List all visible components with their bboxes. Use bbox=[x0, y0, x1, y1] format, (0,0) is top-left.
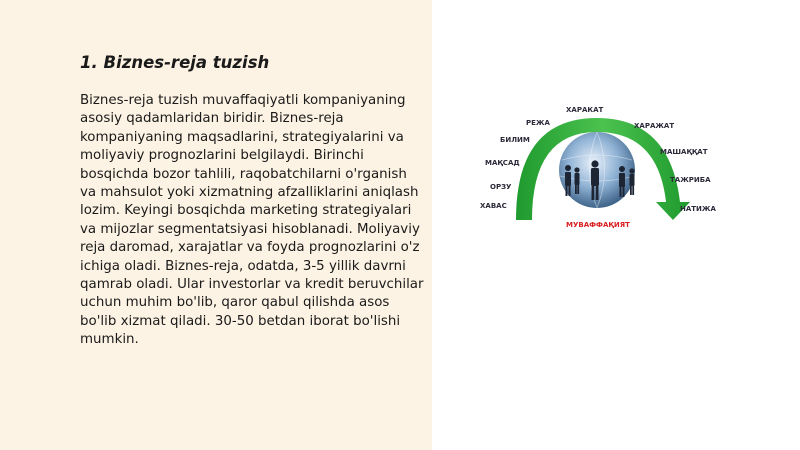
word-havas: ХАВАС bbox=[480, 202, 507, 210]
word-orzu: ОРЗУ bbox=[490, 183, 512, 191]
word-bilim: БИЛИМ bbox=[500, 136, 530, 144]
word-rezha: РЕЖА bbox=[526, 119, 550, 127]
slide-body-text: Biznes-reja tuzish muvaffaqiyatli kompaniyaning asosiy qadamlaridan biridir. Biznes-reja kompaniyaning maqsadlarini, strategiyalarini va moliyaviy prognozlarini belgilaydi. Birinchi bosqichda bozor tahlili, raqobatchilarni o'rganish va mahsulot yoki xizmatning afzalliklarini aniqlash lozim. Keyingi bosqichda marketing strategiyalari va mijozlar segmentatsiyasi hisoblanadi. Moliyaviy reja daromad, xarajatlar va foyda prognozlarini o'z ichiga oladi. Biznes-reja, odatda, 3-5 yillik davrni qamrab oladi. Ular investorlar va kredit beruvchilar uchun muhim bo'lib, qaror qabul qilishda asos bo'lib xizmat qiladi. 30-50 betdan iborat bo'lishi mumkin. bbox=[80, 93, 424, 348]
slide-heading: 1. Biznes-reja tuzish bbox=[80, 53, 270, 72]
word-maqsad: МАҚСАД bbox=[485, 159, 520, 167]
success-path-illustration bbox=[474, 98, 724, 233]
word-harazhat: ХАРАЖАТ bbox=[634, 122, 675, 130]
word-harakat: ХАРАКАТ bbox=[566, 106, 604, 114]
word-natizha: НАТИЖА bbox=[680, 205, 716, 213]
word-muvaffaqiyat: МУВАФФАҚИЯТ bbox=[566, 221, 630, 229]
word-tazhriba: ТАЖРИБА bbox=[670, 176, 711, 184]
word-mashaqqat: МАШАҚҚАТ bbox=[660, 148, 708, 156]
success-arc-image bbox=[474, 98, 724, 233]
